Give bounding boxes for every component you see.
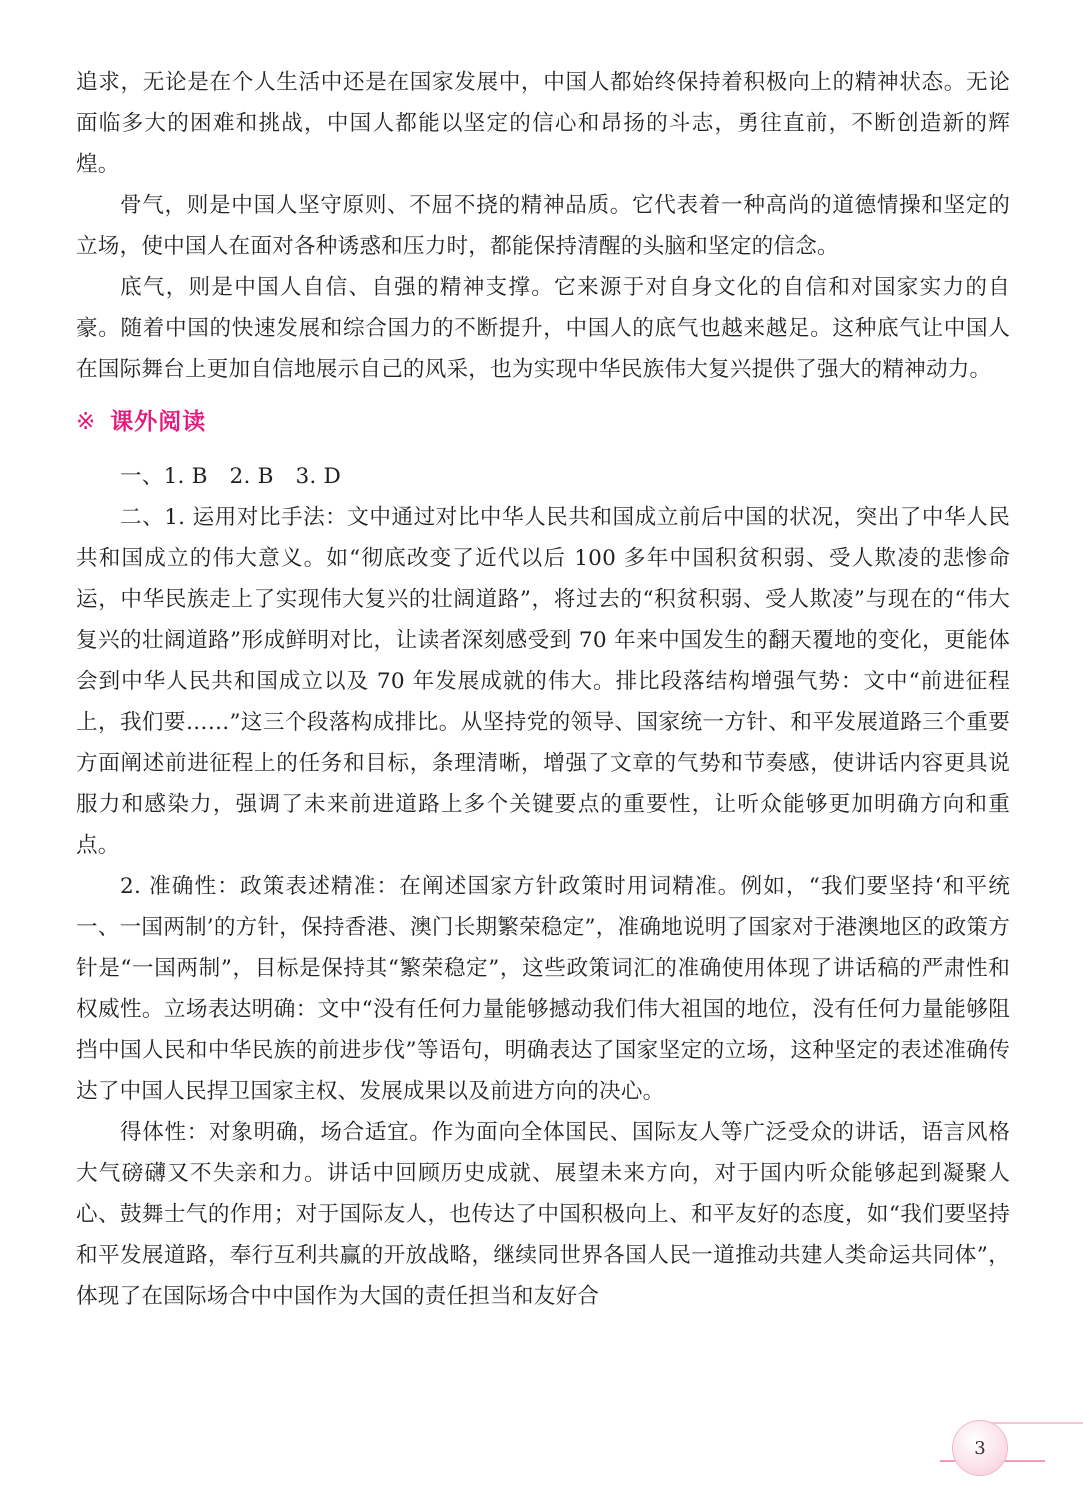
section-title: 课外阅读 (110, 409, 207, 435)
paragraph-diqi: 底气，则是中国人自信、自强的精神支撑。它来源于对自身文化的自信和对国家实力的自豪。随着中国的快速发展和综合国力的不断提升，中国人的底气也越来越足。这种底气让中国人在国际舞台上更加自信地展示自己的风采，也为实现中华民族伟大复兴提供了强大的精神动力。 (76, 275, 1010, 382)
reference-mark-icon: ※ (76, 409, 97, 435)
page-number-area (940, 1437, 1083, 1509)
answer-part-two-appropriateness: 得体性：对象明确，场合适宜。作为面向全体国民、国际友人等广泛受众的讲话，语言风格大气磅礴又不失亲和力。讲话中回顾历史成就、展望未来方向，对于国内听众能够起到凝聚人心、鼓舞士气的作用；对于国际友人，也传达了中国积极向上、和平友好的态度，如“我们要坚持和平发展道路，奉行互利共赢的开放战略，继续同世界各国人民一道推动共建人类命运共同体”，体现了在国际场合中中国作为大国的责任担当和友好合 (76, 1120, 1010, 1309)
answer-part-two-item-2: 2. 准确性：政策表述精准：在阐述国家方针政策时用词精准。例如，“我们要坚持‘和平统一、一国两制’的方针，保持香港、澳门长期繁荣稳定”，准确地说明了国家对于港澳地区的政策方针是“一国两制”，目标是保持其“繁荣稳定”，这些政策词汇的准确使用体现了讲话稿的严肃性和权威性。立场表达明确：文中“没有任何力量能够撼动我们伟大祖国的地位，没有任何力量能够阻挡中国人民和中华民族的前进步伐”等语句，明确表达了国家坚定的立场，这种坚定的表述准确传达了中国人民捍卫国家主权、发展成果以及前进方向的决心。 (76, 874, 1010, 1104)
page-number-badge: 3 (952, 1420, 1008, 1476)
paragraph-guqi: 骨气，则是中国人坚守原则、不屈不挠的精神品质。它代表着一种高尚的道德情操和坚定的立场，使中国人在面对各种诱惑和压力时，都能保持清醒的头脑和坚定的信念。 (76, 193, 1010, 259)
paragraph-spirit-continuation: 追求，无论是在个人生活中还是在国家发展中，中国人都始终保持着积极向上的精神状态。无论面临多大的困难和挑战，中国人都能以坚定的信心和昂扬的斗志，勇往直前，不断创造新的辉煌。 (76, 70, 1010, 177)
section-heading-extracurricular-reading (76, 402, 1010, 442)
page-content (76, 62, 1010, 1317)
answer-part-two-item-1: 二、1. 运用对比手法：文中通过对比中华人民共和国成立前后中国的状况，突出了中华人民共和国成立的伟大意义。如“彻底改变了近代以后 100 多年中国积贫积弱、受人欺凌的悲惨命运，中华民族走上了实现伟大复兴的壮阔道路”，将过去的“积贫积弱、受人欺凌”与现在的“伟大复兴的壮阔道路”形成鲜明对比，让读者深刻感受到 70 年来中国发生的翻天覆地的变化，更能体会到中华人民共和国成立以及 70 年发展成就的伟大。排比段落结构增强气势：文中“前进征程上，我们要……”这三个段落构成排比。从坚持党的领导、国家统一方针、和平发展道路三个重要方面阐述前进征程上的任务和目标，条理清晰，增强了文章的气势和节奏感，使讲话内容更具说服力和感染力，强调了未来前进道路上多个关键要点的重要性，让听众能够更加明确方向和重点。 (76, 505, 1010, 858)
answer-part-one: 一、1. B 2. B 3. D (120, 464, 342, 489)
